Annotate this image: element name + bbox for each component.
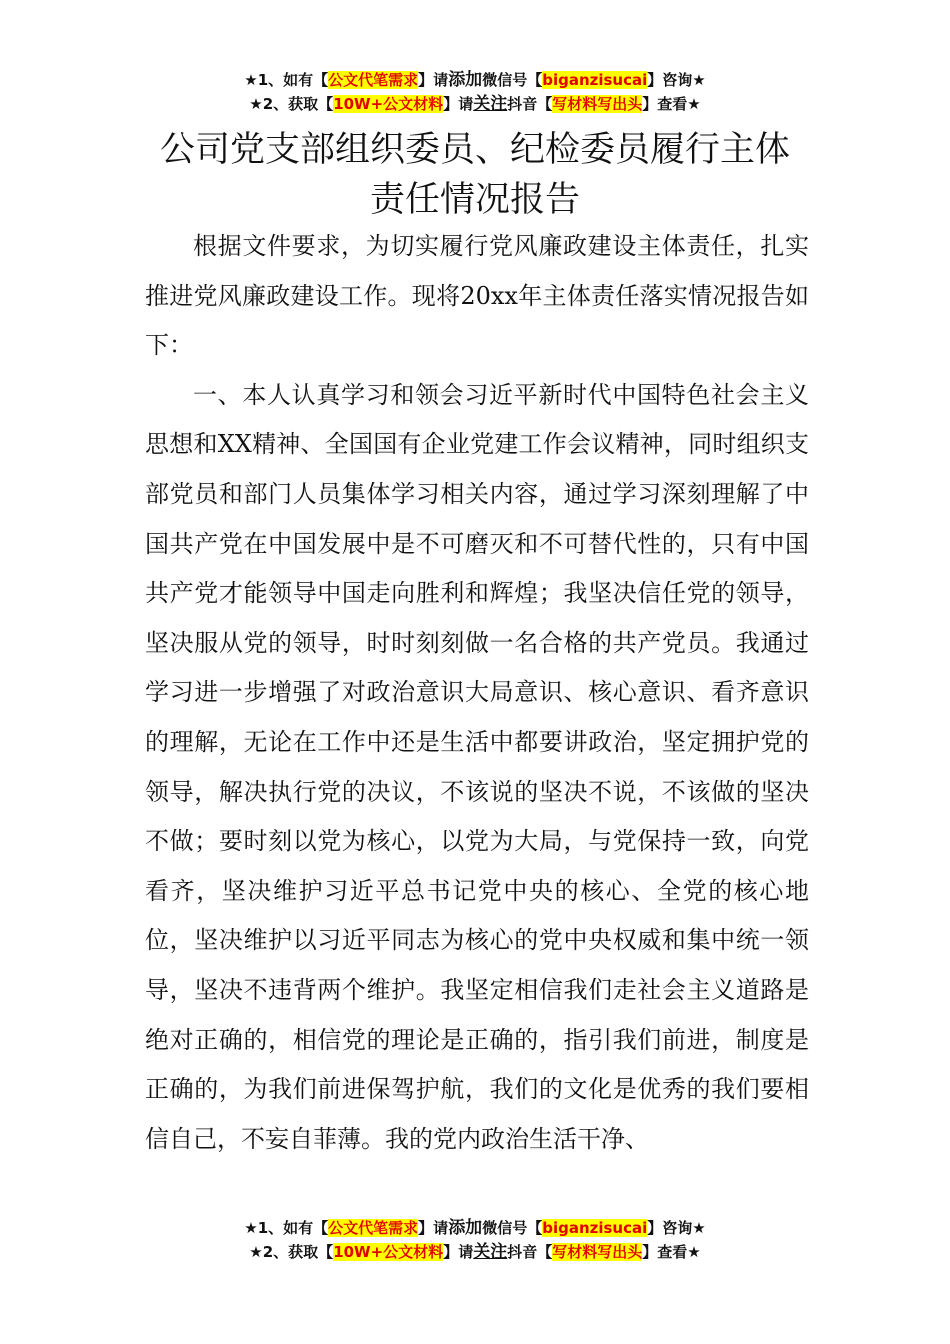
paragraph-year: 20xx: [460, 281, 518, 310]
banner-text: 微信号【: [482, 1219, 543, 1237]
paragraph-placeholder: XX: [217, 430, 252, 459]
banner-highlight: 10W+公文材料: [333, 95, 444, 113]
paragraph-2: [145, 371, 809, 1165]
paragraph-1: [145, 222, 809, 371]
paragraph-text: 根据文件要求，为切实履行党风廉政建设主体责任，扎实推进党风廉政建设工作。现将: [145, 232, 809, 310]
document-body: [145, 222, 809, 1164]
paragraph-text: 精神、全国国有企业党建工作会议精神，同时组织支部党员和部门人员集体学习相关内容，通过学习深刻理解了中国共产党在中国发展中是不可磨灭和不可替代性的，只有中国共产党才能领导中国走向胜利和辉煌；我坚决信任党的领导，坚决服从党的领导，时时刻刻做一名合格的共产党员。我通过学习进一步增强了对政治意识大局意识、核心意识、看齐意识的理解，无论在工作中还是生活中都要讲政治，坚定拥护党的领导，解决执行党的决议，不该说的坚决不说，不该做的坚决不做；要时刻以党为核心，以党为大局，与党保持一致，向党看齐，坚决维护习近平总书记党中央的核心、全党的核心地位，坚决维护以习近平同志为核心的党中央权威和集中统一领导，坚决不违背两个维护。我坚定相信我们走社会主义道路是绝对正确的，相信党的理论是正确的，指引我们前进，制度是正确的，为我们前进保驾护航，我们的文化是优秀的我们要相信自己，不妄自菲薄。我的党内政治生活干净、: [145, 430, 810, 1153]
title-line-2: 责任情况报告: [369, 180, 580, 220]
banner-emphasis: 添加: [448, 1218, 483, 1238]
footer-banner: [0, 1216, 950, 1264]
paragraph-text: 年主体责任落实情况报告如下：: [145, 281, 810, 360]
banner-text: 微信号【: [482, 71, 543, 89]
banner-text: ★1、如有【: [244, 71, 329, 89]
banner-line-2: [0, 92, 950, 116]
banner-line-2: [0, 1240, 950, 1264]
banner-text: 】查看★: [642, 1243, 701, 1261]
banner-text: 】请: [443, 95, 474, 113]
banner-emphasis: 关注: [473, 94, 508, 114]
banner-line-1: [0, 68, 950, 92]
header-banner: [0, 68, 950, 116]
banner-line-1: [0, 1216, 950, 1240]
banner-highlight: 公文代笔需求: [328, 1219, 419, 1237]
banner-text: 】请: [418, 71, 449, 89]
title-line-1: 公司党支部组织委员、纪检委员履行主体: [159, 130, 790, 170]
banner-text: 抖音【: [507, 1243, 553, 1261]
banner-text: 】请: [418, 1219, 449, 1237]
document-title: [120, 125, 830, 225]
banner-text: 抖音【: [507, 95, 553, 113]
paragraph-text: 一、本人认真学习和领会习近平新时代中国特色社会主义思想和: [145, 380, 809, 459]
banner-text: ★2、获取【: [249, 95, 334, 113]
banner-douyin-id: 写材料写出头: [552, 1243, 643, 1261]
banner-text: 】请: [443, 1243, 474, 1261]
banner-wechat-id: biganzisucai: [542, 71, 648, 89]
banner-text: ★2、获取【: [249, 1243, 334, 1261]
banner-text: 】咨询★: [647, 71, 706, 89]
banner-emphasis: 关注: [473, 1242, 508, 1262]
banner-emphasis: 添加: [448, 70, 483, 90]
banner-highlight: 公文代笔需求: [328, 71, 419, 89]
banner-wechat-id: biganzisucai: [542, 1219, 648, 1237]
banner-text: 】查看★: [642, 95, 701, 113]
banner-highlight: 10W+公文材料: [333, 1243, 444, 1261]
banner-douyin-id: 写材料写出头: [552, 95, 643, 113]
banner-text: 】咨询★: [647, 1219, 706, 1237]
banner-text: ★1、如有【: [244, 1219, 329, 1237]
